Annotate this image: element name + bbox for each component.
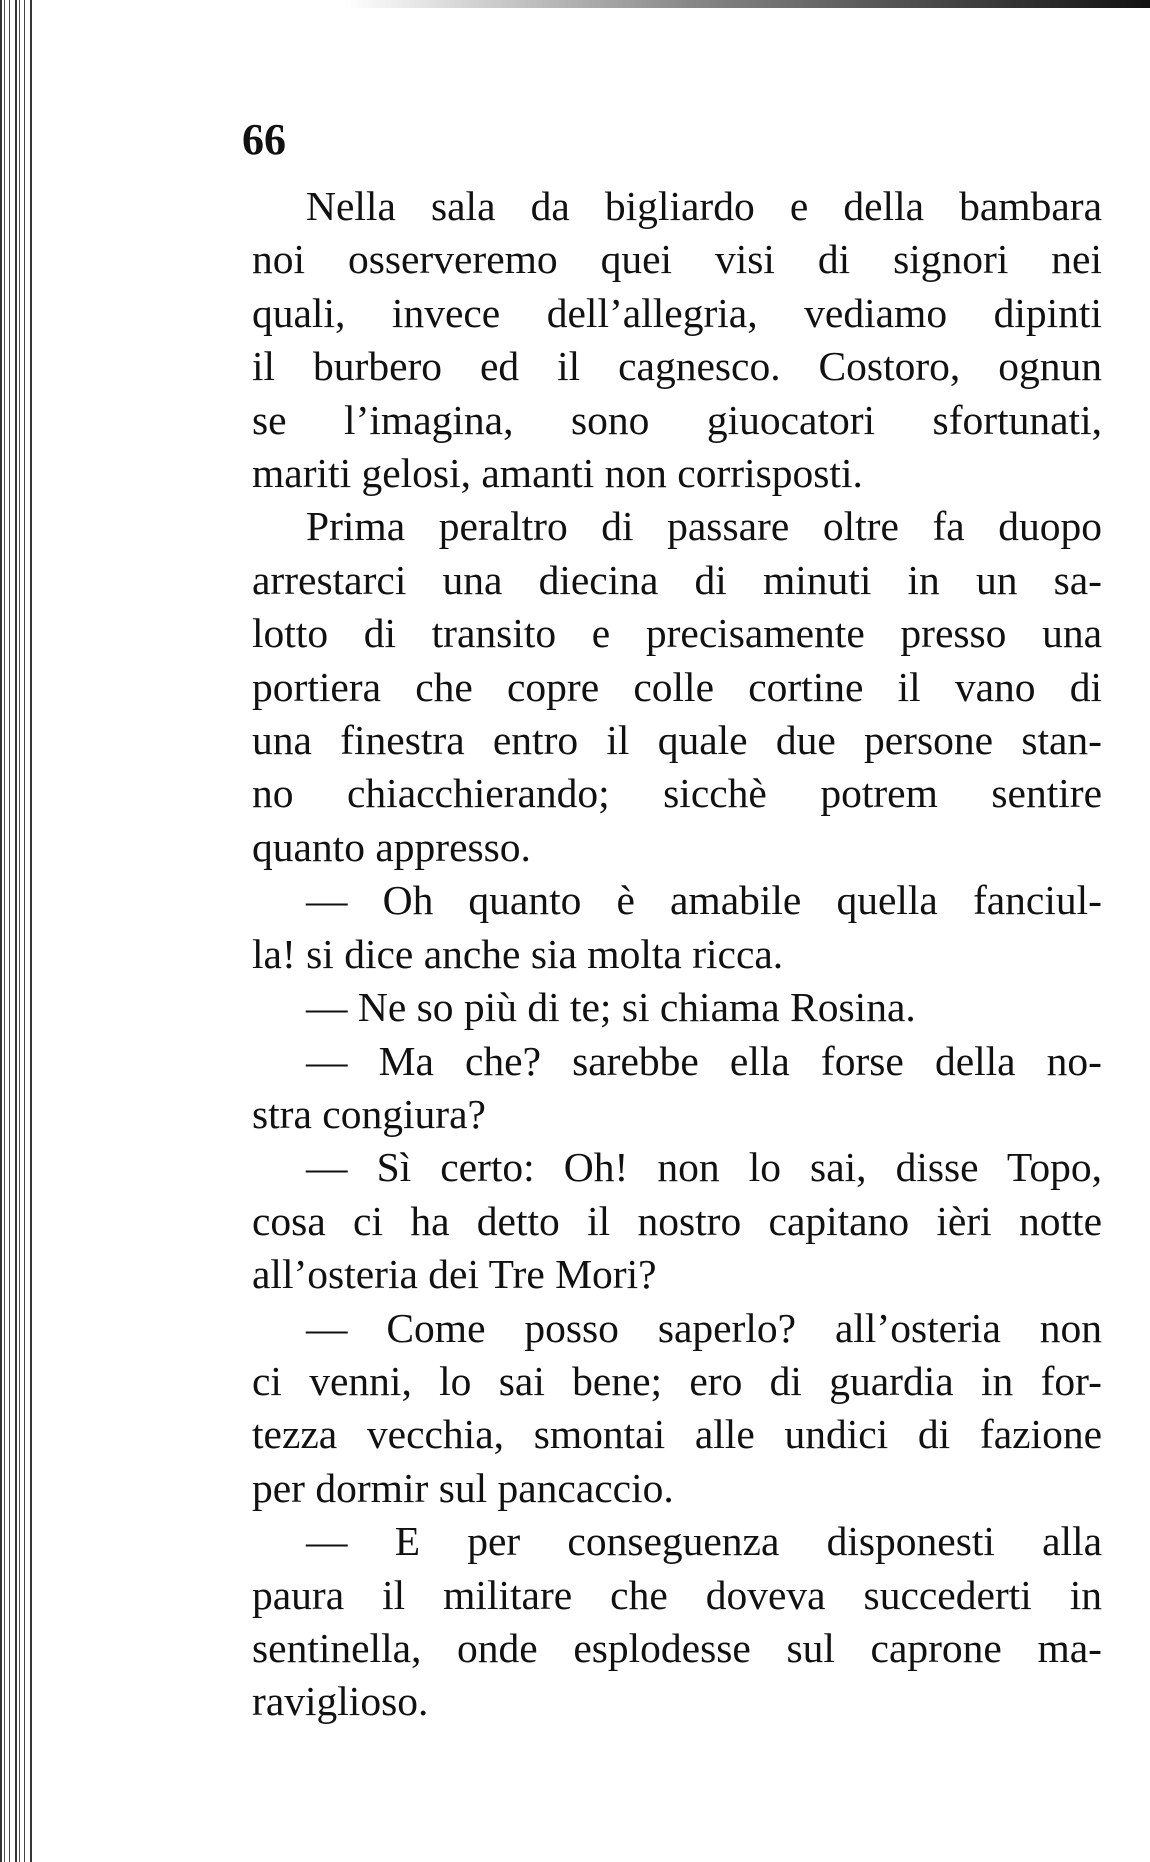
text-line: mariti gelosi, amanti non corrisposti. bbox=[252, 450, 863, 497]
text-line: portiera che copre colle cortine il vano di bbox=[252, 663, 1102, 710]
text-line: raviglioso. bbox=[252, 1678, 429, 1725]
text-line: per dormir sul pancaccio. bbox=[252, 1464, 674, 1511]
dialogue-line: — Oh quanto è amabile quella fanciul- bbox=[306, 877, 1102, 924]
text-line: ci venni, lo sai bene; ero di guardia in for- bbox=[252, 1357, 1102, 1404]
dialogue-line: — Sì certo: Oh! non lo sai, disse Topo, bbox=[306, 1144, 1102, 1191]
text-line: se l’imagina, sono giuocatori sfortunati, bbox=[252, 396, 1102, 443]
text-line: all’osteria dei Tre Mori? bbox=[252, 1251, 657, 1298]
book-binding-gutter bbox=[0, 0, 34, 1862]
text-line: la! si dice anche sia molta ricca. bbox=[252, 930, 784, 977]
dialogue-line: — Come posso saperlo? all’osteria non bbox=[306, 1304, 1102, 1351]
text-line: tezza vecchia, smontai alle undici di fazione bbox=[252, 1411, 1102, 1458]
text-line: paura il militare che doveva succederti in bbox=[252, 1571, 1102, 1618]
page-number: 66 bbox=[242, 115, 286, 164]
text-line: lotto di transito e precisamente presso una bbox=[252, 610, 1102, 657]
dialogue-line: — E per conseguenza disponesti alla bbox=[306, 1518, 1102, 1565]
text-line: quanto appresso. bbox=[252, 823, 531, 870]
dialogue-line: — Ne so più di te; si chiama Rosina. bbox=[306, 984, 916, 1031]
text-line: il burbero ed il cagnesco. Costoro, ognun bbox=[252, 343, 1102, 390]
text-line: sentinella, onde esplodesse sul caprone ma- bbox=[252, 1624, 1102, 1671]
text-line: noi osserveremo quei visi di signori nei bbox=[252, 236, 1102, 283]
dialogue-line: — Ma che? sarebbe ella forse della no- bbox=[306, 1037, 1102, 1084]
text-line: cosa ci ha detto il nostro capitano ièri notte bbox=[252, 1197, 1102, 1244]
text-line: Nella sala da bigliardo e della bambara bbox=[306, 183, 1102, 229]
text-line: no chiacchierando; sicchè potrem sentire bbox=[252, 770, 1102, 817]
text-line: quali, invece dell’allegria, vediamo dipinti bbox=[252, 289, 1102, 336]
text-line: stra congiura? bbox=[252, 1090, 486, 1137]
text-line: Prima peraltro di passare oltre fa duopo bbox=[306, 503, 1102, 550]
text-line: arrestarci una diecina di minuti in un sa- bbox=[252, 556, 1102, 603]
text-line: una finestra entro il quale due persone stan- bbox=[252, 717, 1102, 764]
scan-top-edge bbox=[0, 0, 1150, 8]
body-text bbox=[252, 180, 1102, 1729]
